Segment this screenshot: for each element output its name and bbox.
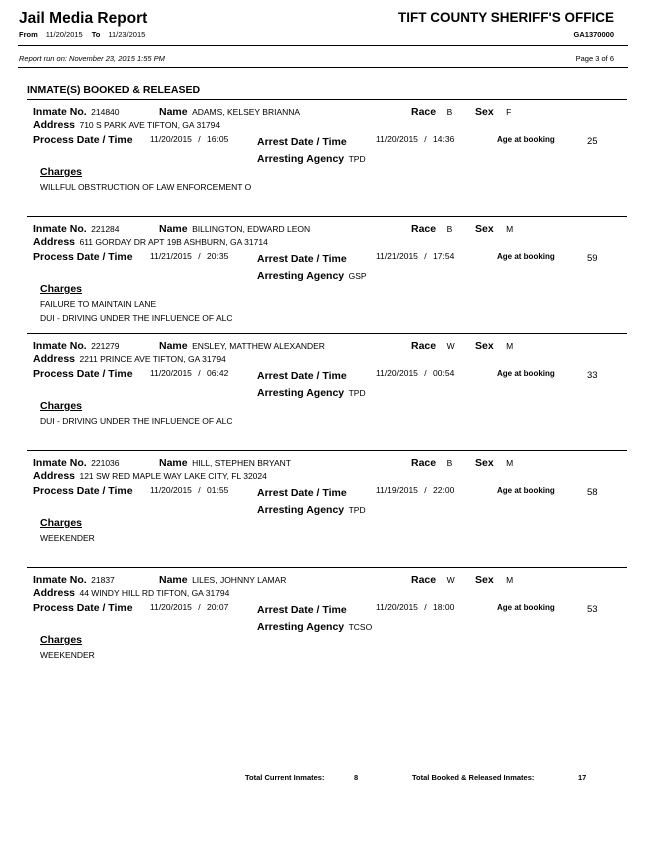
sex-value: M xyxy=(506,458,514,468)
process-datetime-label: Process Date / Time xyxy=(33,134,133,146)
name-label: Name xyxy=(159,106,188,118)
charge-item: DUI - DRIVING UNDER THE INFLUENCE OF ALC xyxy=(40,313,233,323)
charges-list xyxy=(40,180,251,194)
address-label: Address xyxy=(33,236,76,248)
process-datetime-value xyxy=(150,602,228,612)
inmate-number: 221036 xyxy=(91,458,120,468)
record-divider xyxy=(27,99,627,100)
address-value: 121 SW RED MAPLE WAY LAKE CITY, FL 32024 xyxy=(79,471,267,481)
inmate-name: ENSLEY, MATTHEW ALEXANDER xyxy=(192,341,325,351)
arrest-date: 11/20/2015 xyxy=(376,602,418,612)
arrest-slash: / xyxy=(424,485,427,495)
inmate-record xyxy=(0,450,650,568)
sex-label: Sex xyxy=(475,457,494,469)
arrest-time: 17:54 xyxy=(433,251,455,261)
inmate-number: 221279 xyxy=(91,341,120,351)
race-value: B xyxy=(446,458,453,468)
sex-label: Sex xyxy=(475,106,494,118)
arresting-agency-field xyxy=(257,617,372,635)
from-label: From xyxy=(19,30,38,39)
sex-value: M xyxy=(506,575,514,585)
arrest-datetime-value xyxy=(376,251,454,261)
arresting-agency-value: TPD xyxy=(348,154,366,164)
address-value: 611 GORDAY DR APT 19B ASHBURN, GA 31714 xyxy=(79,237,268,247)
sex-field xyxy=(475,453,513,471)
address-field xyxy=(33,466,267,484)
arrest-datetime-value xyxy=(376,485,454,495)
charge-item: WEEKENDER xyxy=(40,533,95,543)
charge-item: FAILURE TO MAINTAIN LANE xyxy=(40,299,157,309)
process-time: 16:05 xyxy=(207,134,229,144)
age-value: 58 xyxy=(587,487,598,498)
process-date: 11/21/2015 xyxy=(150,251,192,261)
arrest-datetime-label: Arrest Date / Time xyxy=(257,604,347,616)
arresting-agency-label: Arresting Agency xyxy=(257,387,345,399)
agency-name: TIFT COUNTY SHERIFF'S OFFICE xyxy=(398,10,614,25)
age-value: 59 xyxy=(587,253,598,264)
arresting-agency-value: TCSO xyxy=(348,622,373,632)
inmate-record xyxy=(0,216,650,334)
process-datetime-value xyxy=(150,134,228,144)
process-datetime-value xyxy=(150,251,228,261)
race-value: W xyxy=(446,341,455,351)
sex-field xyxy=(475,336,513,354)
arresting-agency-value: TPD xyxy=(348,505,366,515)
to-value: 11/23/2015 xyxy=(108,30,146,39)
inmate-record xyxy=(0,333,650,451)
age-label: Age at booking xyxy=(497,603,555,612)
inmate-number: 221284 xyxy=(91,224,120,234)
arresting-agency-field xyxy=(257,149,366,167)
address-field xyxy=(33,583,229,601)
process-datetime-label: Process Date / Time xyxy=(33,251,133,263)
race-label: Race xyxy=(411,223,437,235)
inmate-number: 21837 xyxy=(91,575,115,585)
process-slash: / xyxy=(198,251,201,261)
charges-heading: Charges xyxy=(40,400,83,412)
name-label: Name xyxy=(159,457,188,469)
sex-label: Sex xyxy=(475,223,494,235)
address-field xyxy=(33,349,226,367)
sex-field xyxy=(475,102,511,120)
arrest-slash: / xyxy=(424,368,427,378)
process-datetime-label: Process Date / Time xyxy=(33,368,133,380)
total-current-inmates-label: Total Current Inmates: xyxy=(245,773,325,782)
subheader-divider xyxy=(18,67,628,68)
race-label: Race xyxy=(411,340,437,352)
arresting-agency-field xyxy=(257,266,367,284)
arresting-agency-value: GSP xyxy=(348,271,367,281)
report-title: Jail Media Report xyxy=(19,10,148,27)
from-value: 11/20/2015 xyxy=(45,30,83,39)
arresting-agency-label: Arresting Agency xyxy=(257,270,345,282)
race-field xyxy=(411,453,452,471)
race-value: W xyxy=(446,575,455,585)
charge-item: DUI - DRIVING UNDER THE INFLUENCE OF ALC xyxy=(40,416,233,426)
race-field xyxy=(411,102,452,120)
arrest-time: 00:54 xyxy=(433,368,455,378)
total-booked-released-label: Total Booked & Released Inmates: xyxy=(412,773,535,782)
inmate-record xyxy=(0,567,650,685)
address-value: 710 S PARK AVE TIFTON, GA 31794 xyxy=(79,120,221,130)
process-datetime-value xyxy=(150,485,228,495)
address-label: Address xyxy=(33,587,76,599)
process-slash: / xyxy=(198,368,201,378)
record-divider xyxy=(27,450,627,451)
arrest-time: 22:00 xyxy=(433,485,455,495)
arrest-slash: / xyxy=(424,602,427,612)
process-slash: / xyxy=(198,134,201,144)
charges-list xyxy=(40,648,95,662)
to-label: To xyxy=(91,30,101,39)
process-datetime-label: Process Date / Time xyxy=(33,485,133,497)
process-date: 11/20/2015 xyxy=(150,485,192,495)
charges-list xyxy=(40,297,233,325)
name-label: Name xyxy=(159,340,188,352)
total-current-inmates-value: 8 xyxy=(354,773,359,782)
inmate-number-label: Inmate No. xyxy=(33,223,87,235)
process-time: 06:42 xyxy=(207,368,229,378)
sex-label: Sex xyxy=(475,574,494,586)
date-range xyxy=(19,30,145,39)
charges-heading: Charges xyxy=(40,283,83,295)
inmate-name: LILES, JOHNNY LAMAR xyxy=(192,575,287,585)
charges-heading: Charges xyxy=(40,166,83,178)
address-field xyxy=(33,115,220,133)
process-date: 11/20/2015 xyxy=(150,134,192,144)
sex-label: Sex xyxy=(475,340,494,352)
record-divider xyxy=(27,333,627,334)
age-value: 25 xyxy=(587,136,598,147)
race-field xyxy=(411,570,455,588)
age-label: Age at booking xyxy=(497,369,555,378)
address-label: Address xyxy=(33,470,76,482)
inmate-number-label: Inmate No. xyxy=(33,457,87,469)
race-field xyxy=(411,219,452,237)
sex-field xyxy=(475,219,513,237)
page-number: Page 3 of 6 xyxy=(575,54,614,63)
name-label: Name xyxy=(159,574,188,586)
charge-item: WILLFUL OBSTRUCTION OF LAW ENFORCEMENT O xyxy=(40,182,252,192)
process-date: 11/20/2015 xyxy=(150,602,192,612)
arresting-agency-field xyxy=(257,383,366,401)
arrest-datetime-value xyxy=(376,134,454,144)
address-label: Address xyxy=(33,353,76,365)
arresting-agency-field xyxy=(257,500,366,518)
charges-heading: Charges xyxy=(40,634,83,646)
inmate-number-label: Inmate No. xyxy=(33,106,87,118)
inmate-name: ADAMS, KELSEY BRIANNA xyxy=(192,107,301,117)
charges-list xyxy=(40,414,233,428)
arrest-date: 11/20/2015 xyxy=(376,368,418,378)
inmate-record xyxy=(0,99,650,217)
arrest-datetime-label: Arrest Date / Time xyxy=(257,253,347,265)
charge-item: WEEKENDER xyxy=(40,650,95,660)
race-label: Race xyxy=(411,457,437,469)
charges-heading: Charges xyxy=(40,517,83,529)
race-value: B xyxy=(446,107,453,117)
arrest-datetime-label: Arrest Date / Time xyxy=(257,370,347,382)
record-divider xyxy=(27,567,627,568)
total-booked-released-value: 17 xyxy=(578,773,587,782)
age-value: 53 xyxy=(587,604,598,615)
arresting-agency-label: Arresting Agency xyxy=(257,504,345,516)
age-label: Age at booking xyxy=(497,252,555,261)
race-value: B xyxy=(446,224,453,234)
arrest-date: 11/21/2015 xyxy=(376,251,418,261)
arresting-agency-value: TPD xyxy=(348,388,366,398)
address-field xyxy=(33,232,268,250)
process-date: 11/20/2015 xyxy=(150,368,192,378)
sex-value: M xyxy=(506,341,514,351)
record-divider xyxy=(27,216,627,217)
name-label: Name xyxy=(159,223,188,235)
process-datetime-label: Process Date / Time xyxy=(33,602,133,614)
sex-value: F xyxy=(506,107,512,117)
process-slash: / xyxy=(198,485,201,495)
process-time: 20:35 xyxy=(207,251,229,261)
process-slash: / xyxy=(198,602,201,612)
arrest-slash: / xyxy=(424,251,427,261)
arrest-time: 14:36 xyxy=(433,134,455,144)
arrest-datetime-value xyxy=(376,368,454,378)
inmate-name: HILL, STEPHEN BRYANT xyxy=(192,458,291,468)
section-title: INMATE(S) BOOKED & RELEASED xyxy=(27,84,201,96)
charges-list xyxy=(40,531,95,545)
report-run-on: Report run on: November 23, 2015 1:55 PM xyxy=(19,54,165,63)
process-time: 20:07 xyxy=(207,602,229,612)
arrest-date: 11/19/2015 xyxy=(376,485,418,495)
inmate-number-label: Inmate No. xyxy=(33,574,87,586)
age-value: 33 xyxy=(587,370,598,381)
arrest-datetime-value xyxy=(376,602,454,612)
address-value: 2211 PRINCE AVE TIFTON, GA 31794 xyxy=(79,354,226,364)
header-divider xyxy=(18,45,628,46)
address-value: 44 WINDY HILL RD TIFTON, GA 31794 xyxy=(79,588,230,598)
sex-value: M xyxy=(506,224,514,234)
arrest-datetime-label: Arrest Date / Time xyxy=(257,487,347,499)
arresting-agency-label: Arresting Agency xyxy=(257,153,345,165)
race-label: Race xyxy=(411,106,437,118)
race-label: Race xyxy=(411,574,437,586)
arrest-datetime-label: Arrest Date / Time xyxy=(257,136,347,148)
age-label: Age at booking xyxy=(497,486,555,495)
arrest-date: 11/20/2015 xyxy=(376,134,418,144)
age-label: Age at booking xyxy=(497,135,555,144)
arrest-slash: / xyxy=(424,134,427,144)
sex-field xyxy=(475,570,513,588)
inmate-number: 214840 xyxy=(91,107,120,117)
arrest-time: 18:00 xyxy=(433,602,455,612)
inmate-name: BILLINGTON, EDWARD LEON xyxy=(192,224,311,234)
address-label: Address xyxy=(33,119,76,131)
inmate-number-label: Inmate No. xyxy=(33,340,87,352)
process-datetime-value xyxy=(150,368,228,378)
race-field xyxy=(411,336,455,354)
agency-code: GA1370000 xyxy=(573,30,614,39)
arresting-agency-label: Arresting Agency xyxy=(257,621,345,633)
process-time: 01:55 xyxy=(207,485,229,495)
